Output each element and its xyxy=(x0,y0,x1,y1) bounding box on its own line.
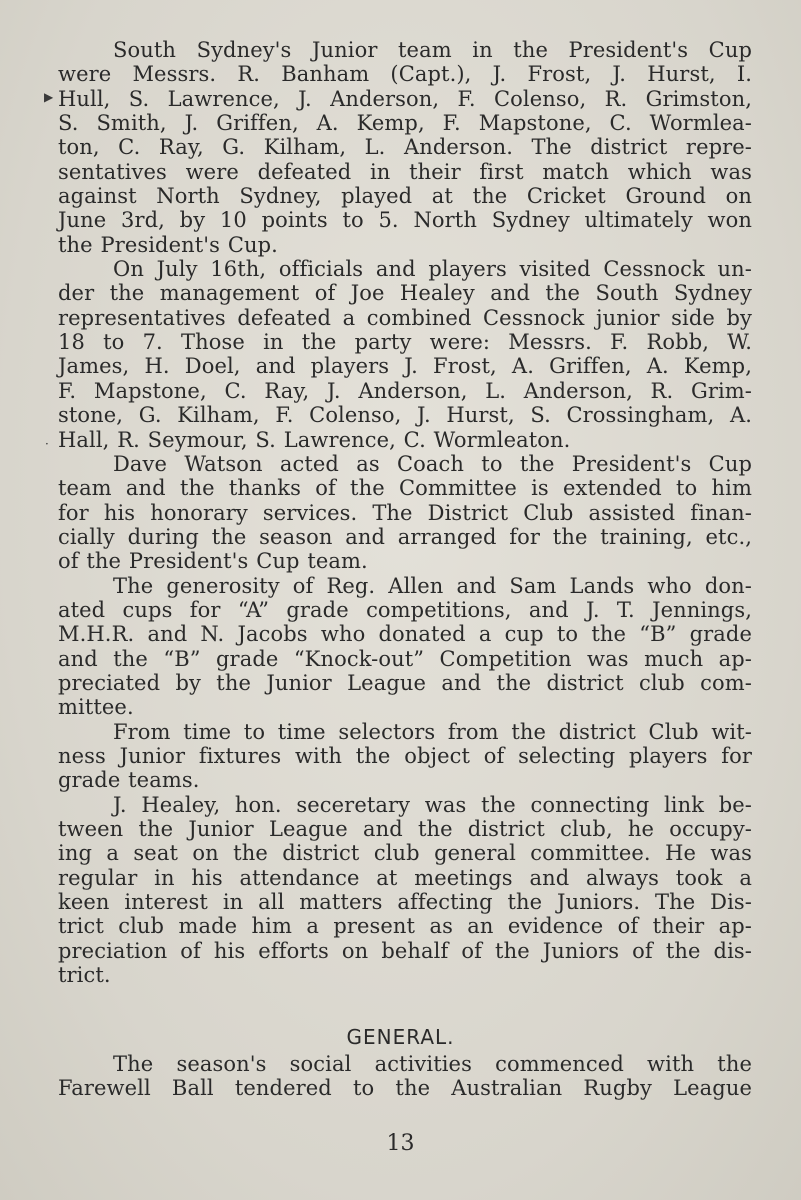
text-line: of the President's Cup team. xyxy=(58,549,368,574)
section-heading: GENERAL. xyxy=(346,1025,455,1049)
margin-mark-arrow: ▶ xyxy=(44,90,54,104)
text-line: grade teams. xyxy=(58,768,200,793)
text-line: South Sydney's Junior team in the President's Cup xyxy=(113,38,752,62)
text-line: cially during the season and arranged for the training, etc., xyxy=(58,524,752,549)
text-line: tween the Junior League and the district club, he occupy- xyxy=(58,817,752,841)
text-line: Hall, R. Seymour, S. Lawrence, C. Wormleaton. xyxy=(58,427,571,452)
text-line: The season's social activities commenced with the xyxy=(113,1052,752,1076)
text-line: trict club made him a present as an evidence of their ap- xyxy=(58,914,752,939)
text-line: ated cups for “A” grade competitions, and J. T. Jennings, xyxy=(58,597,752,622)
text-line: S. Smith, J. Griffen, A. Kemp, F. Mapstone, C. Wormlea- xyxy=(58,111,752,136)
text-line: Farewell Ball tendered to the Australian Rugby League xyxy=(58,1076,752,1101)
text-line: mittee. xyxy=(58,695,134,720)
text-line: the President's Cup. xyxy=(58,232,278,257)
text-line: J. Healey, hon. seceretary was the connecting link be- xyxy=(113,792,752,817)
margin-mark-dot: · xyxy=(45,437,49,451)
text-line: June 3rd, by 10 points to 5. North Sydney ultimately won xyxy=(58,208,752,233)
general-paragraph xyxy=(58,1052,752,1101)
text-line: James, H. Doel, and players J. Frost, A. Griffen, A. Kemp, xyxy=(58,354,752,379)
text-line: ton, C. Ray, G. Kilham, L. Anderson. The district repre- xyxy=(58,135,752,160)
text-line: On July 16th, officials and players visited Cessnock un- xyxy=(113,257,752,282)
text-line: stone, G. Kilham, F. Colenso, J. Hurst, S. Crossingham, A. xyxy=(58,403,752,428)
text-line: sentatives were defeated in their first match which was xyxy=(58,159,752,184)
text-line: der the management of Joe Healey and the South Sydney xyxy=(58,281,752,306)
text-line: ing a seat on the district club general committee. He was xyxy=(58,841,752,866)
text-line: and the “B” grade “Knock-out” Competition was much ap- xyxy=(58,646,752,671)
text-line: preciation of his efforts on behalf of the Juniors of the dis- xyxy=(58,938,752,963)
text-line: team and the thanks of the Committee is extended to him xyxy=(58,476,752,501)
text-line: M.H.R. and N. Jacobs who donated a cup to the “B” grade xyxy=(58,622,752,647)
text-line: for his honorary services. The District Club assisted finan- xyxy=(58,500,752,525)
body-text xyxy=(58,38,752,987)
text-line: trict. xyxy=(58,963,111,988)
text-line: F. Mapstone, C. Ray, J. Anderson, L. Anderson, R. Grim- xyxy=(58,378,752,403)
text-line: against North Sydney, played at the Cricket Ground on xyxy=(58,184,752,209)
text-line: representatives defeated a combined Cessnock junior side by xyxy=(58,305,752,330)
text-line: From time to time selectors from the district Club wit- xyxy=(113,719,752,744)
page-number: 13 xyxy=(386,1131,415,1156)
text-line: The generosity of Reg. Allen and Sam Lands who don- xyxy=(113,573,752,598)
text-line: preciated by the Junior League and the district club com- xyxy=(58,670,752,695)
text-line: regular in his attendance at meetings and always took a xyxy=(58,865,752,890)
text-line: were Messrs. R. Banham (Capt.), J. Frost, J. Hurst, I. xyxy=(58,62,752,87)
text-line: 18 to 7. Those in the party were: Messrs. F. Robb, W. xyxy=(58,330,752,355)
text-line: keen interest in all matters affecting the Juniors. The Dis- xyxy=(58,890,752,915)
text-line: Hull, S. Lawrence, J. Anderson, F. Colenso, R. Grimston, xyxy=(58,86,752,111)
text-line: Dave Watson acted as Coach to the President's Cup xyxy=(113,451,752,476)
text-line: ness Junior fixtures with the object of selecting players for xyxy=(58,743,752,768)
